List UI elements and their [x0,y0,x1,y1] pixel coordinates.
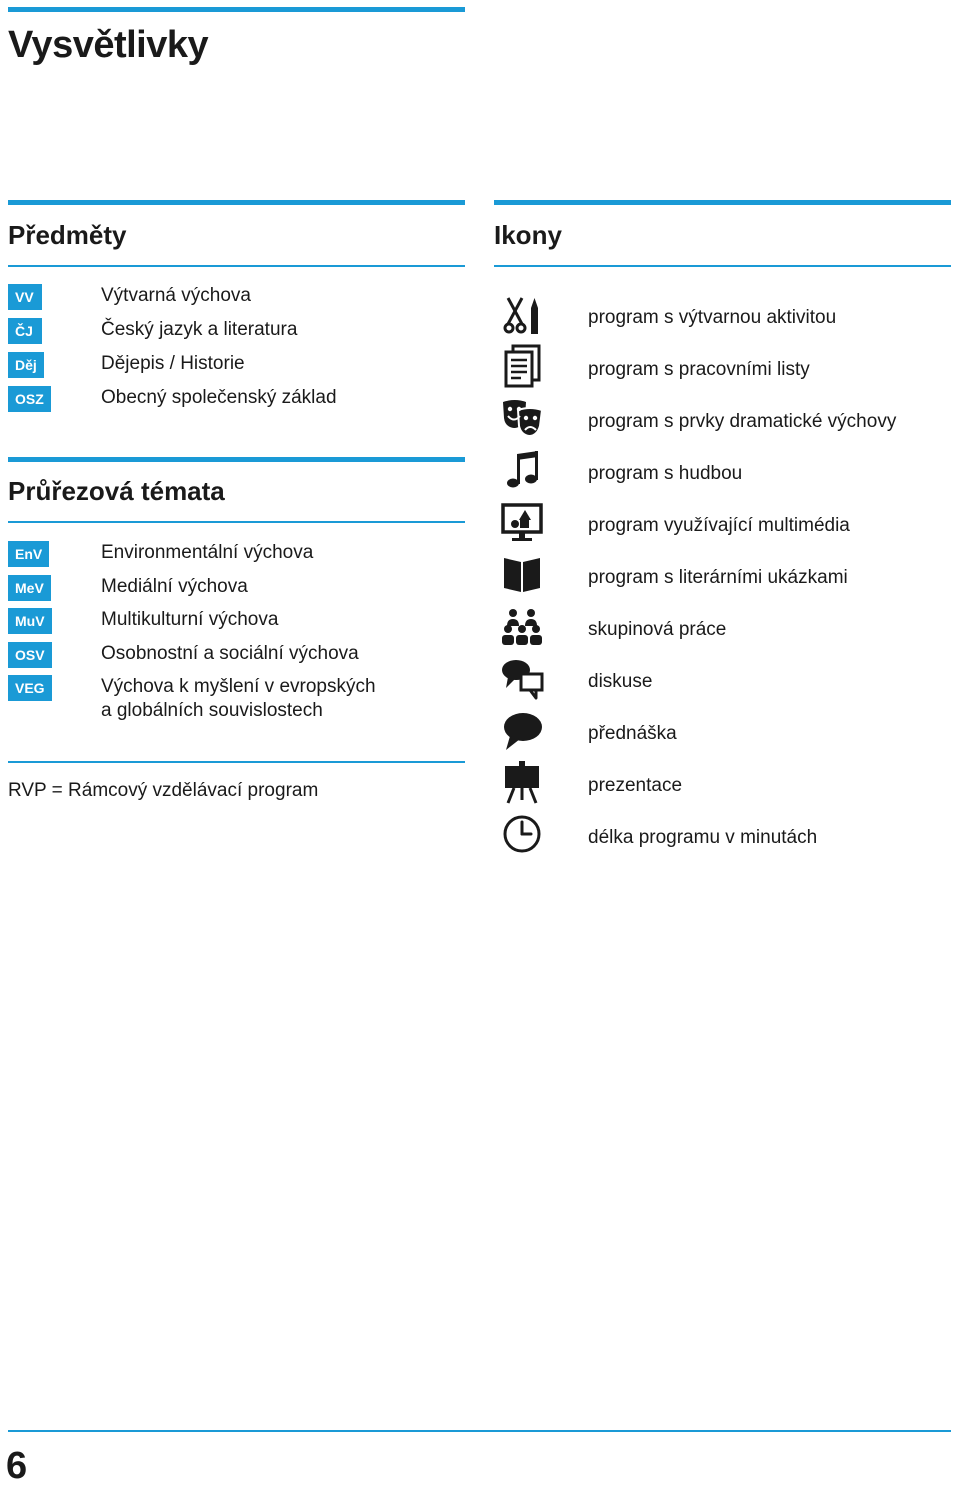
icons-heading: Ikony [494,220,562,250]
subject-label: Výtvarná výchova [101,285,251,306]
cross-topic-label: Osobnostní a sociální výchova [101,643,359,664]
clock-icon [500,812,544,856]
icon-label: diskuse [588,671,653,692]
theater-masks-icon [500,396,544,440]
cross-topic-label-continuation: a globálních souvislostech [101,700,323,721]
page-number: 6 [6,1445,28,1487]
cross-topic-row [8,675,52,701]
scissors-pencil-icon [500,294,544,338]
subjects-accent-bar [8,200,465,205]
subject-row [8,284,42,310]
cross-topic-code-badge: MuV [8,608,52,634]
multimedia-screen-icon [500,500,544,544]
icon-label: program využívající multimédia [588,515,850,536]
rvp-divider [8,761,465,763]
subject-row [8,318,42,344]
icon-label: program s literárními ukázkami [588,567,848,588]
cross-topic-code-badge: VEG [8,675,52,701]
cross-topics-heading: Průřezová témata [8,476,225,506]
speech-bubble-icon [500,708,544,752]
cross-topic-row [8,608,52,634]
easel-icon [500,760,544,804]
subject-label: Dějepis / Historie [101,353,245,374]
icon-label: program s prvky dramatické výchovy [588,411,897,432]
subject-code-badge: VV [8,284,42,310]
cross-topic-label: Mediální výchova [101,576,248,597]
icon-label: délka programu v minutách [588,827,818,848]
icon-label: program s hudbou [588,463,743,484]
cross-topic-label: Výchova k myšlení v evropských [101,676,376,697]
icon-label: program s výtvarnou aktivitou [588,307,837,328]
cross-topic-label: Multikulturní výchova [101,609,279,630]
cross-topic-code-badge: OSV [8,642,52,668]
subject-code-badge: ČJ [8,318,42,344]
cross-topics-accent-bar [8,457,465,462]
book-icon [500,552,544,596]
discussion-bubbles-icon [500,656,544,700]
cross-topic-row [8,541,49,567]
cross-topic-row [8,642,52,668]
subjects-heading: Předměty [8,220,127,250]
footer-divider [8,1430,951,1432]
icon-label: prezentace [588,775,683,796]
subject-code-badge: OSZ [8,386,51,412]
icon-label: program s pracovními listy [588,359,810,380]
cross-topic-code-badge: MeV [8,575,51,601]
icons-accent-bar [494,200,951,205]
page-title: Vysvětlivky [8,24,209,66]
subject-label: Český jazyk a literatura [101,319,298,340]
subject-row [8,352,44,378]
icons-divider [494,265,951,267]
music-note-icon [500,448,544,492]
worksheets-icon [500,344,544,388]
subject-label: Obecný společenský základ [101,387,337,408]
cross-topic-code-badge: EnV [8,541,49,567]
icon-label: skupinová práce [588,619,727,640]
rvp-note: RVP = Rámcový vzdělávací program [8,780,319,801]
icon-label: přednáška [588,723,677,744]
subject-code-badge: Děj [8,352,44,378]
subject-row [8,386,51,412]
cross-topic-label: Environmentální výchova [101,542,314,563]
cross-topic-row [8,575,51,601]
group-icon [500,604,544,648]
cross-topics-divider [8,521,465,523]
top-accent-bar [8,7,465,12]
subjects-divider [8,265,465,267]
